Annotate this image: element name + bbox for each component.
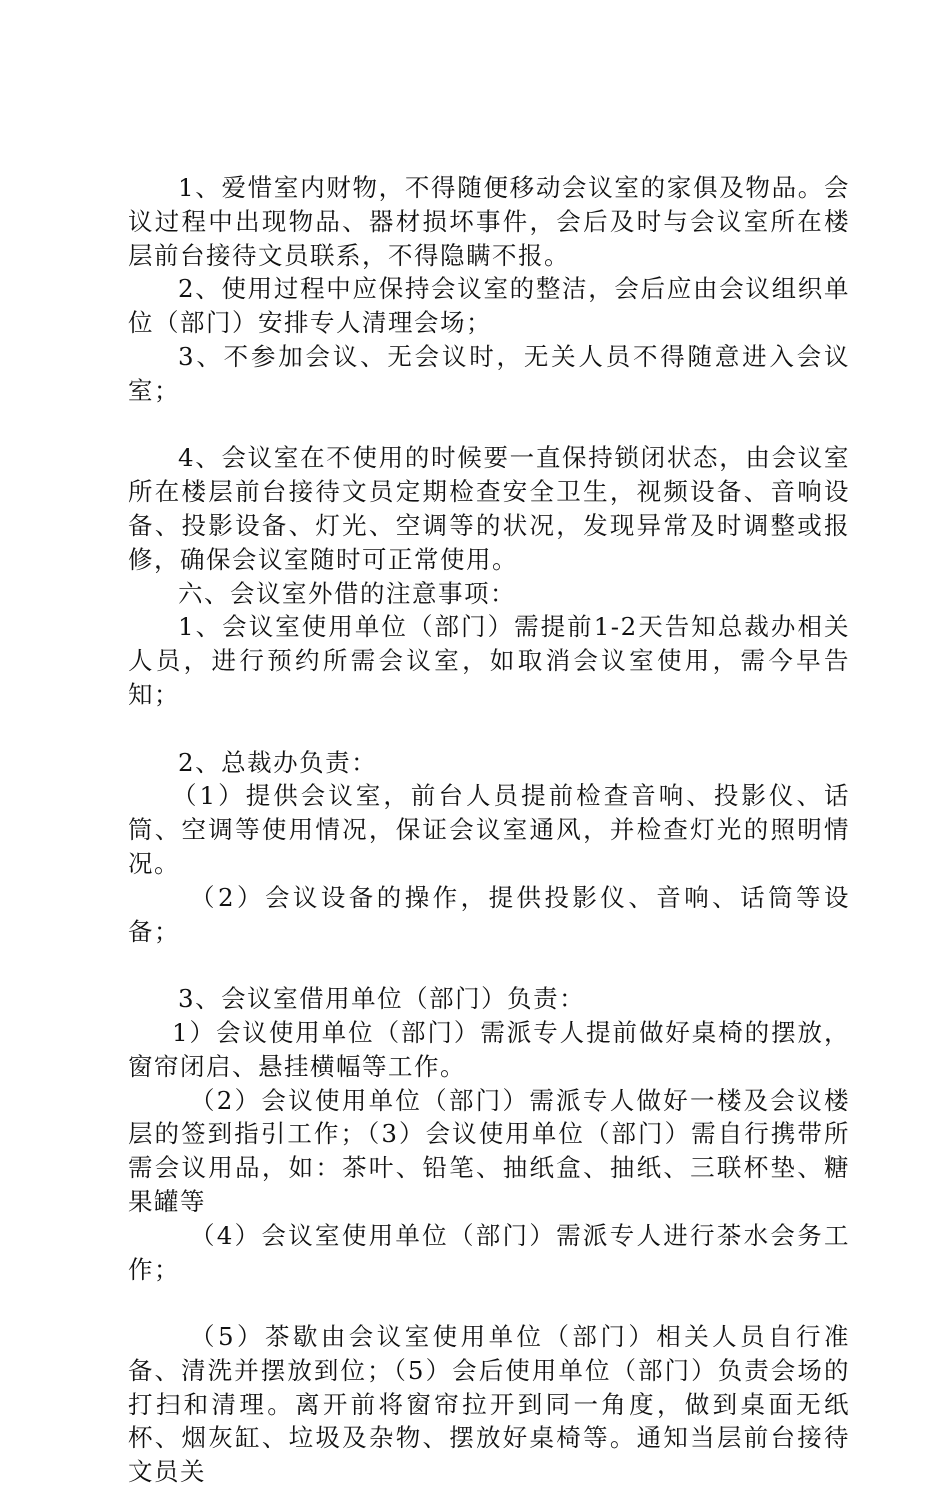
paragraph-tea-service: （4）会议室使用单位（部门）需派专人进行茶水会务工作； [128,1220,850,1284]
paragraph-sign-in-guidance: （2）会议使用单位（部门）需派专人做好一楼及会议楼层的签到指引工作；（3）会议使用单位（部门）需自行携带所需会议用品，如：茶叶、铅笔、抽纸盒、抽纸、三联杯垫、糖果罐等 [128,1085,850,1216]
paragraph-president-office: 2、总裁办负责： [178,747,378,777]
paragraph-cleanup: （5）茶歇由会议室使用单位（部门）相关人员自行准备、清洗并摆放到位；（5）会后使用单位（部门）负责会场的打扫和清理。离开前将窗帘拉开到同一角度，做到桌面无纸杯、烟灰缸、垃圾及杂物、摆放好桌椅等。通知当层前台接待文员关 [128,1322,850,1487]
paragraph-setup-seating: 1）会议使用单位（部门）需派专人提前做好桌椅的摆放，窗帘闭启、悬挂横幅等工作。 [128,1017,850,1081]
paragraph-gap [128,1286,850,1320]
paragraph-advance-notice: 1、会议室使用单位（部门）需提前1-2天告知总裁办相关人员，进行预约所需会议室，如取消会议室使用，需今早告知； [128,612,850,709]
paragraph-keep-clean: 2、使用过程中应保持会议室的整洁，会后应由会议组织单位（部门）安排专人清理会场； [128,274,850,338]
document-body [128,171,850,1489]
paragraph-gap [128,712,850,746]
paragraph-gap [128,408,850,442]
paragraph-lock-room: 4、会议室在不使用的时候要一直保持锁闭状态，由会议室所在楼层前台接待文员定期检查安全卫生，视频设备、音响设备、投影设备、灯光、空调等的状况，发现异常及时调整或报修，确保会议室随时可正常使用。 [128,443,850,574]
paragraph-borrower-duties: 3、会议室借用单位（部门）负责： [178,984,586,1014]
paragraph-equipment-operation: （2）会议设备的操作，提供投影仪、音响、话筒等设备； [128,882,850,946]
section-heading-external-loan: 六、会议室外借的注意事项： [178,578,516,608]
paragraph-gap [128,948,850,982]
paragraph-provide-room: （1）提供会议室，前台人员提前检查音响、投影仪、话筒、空调等使用情况，保证会议室通风，并检查灯光的照明情况。 [128,781,850,878]
paragraph-care-property: 1、爱惜室内财物，不得随便移动会议室的家俱及物品。会议过程中出现物品、器材损坏事件，会后及时与会议室所在楼层前台接待文员联系，不得隐瞒不报。 [128,173,850,270]
paragraph-no-entry: 3、不参加会议、无会议时，无关人员不得随意进入会议室； [128,341,850,405]
